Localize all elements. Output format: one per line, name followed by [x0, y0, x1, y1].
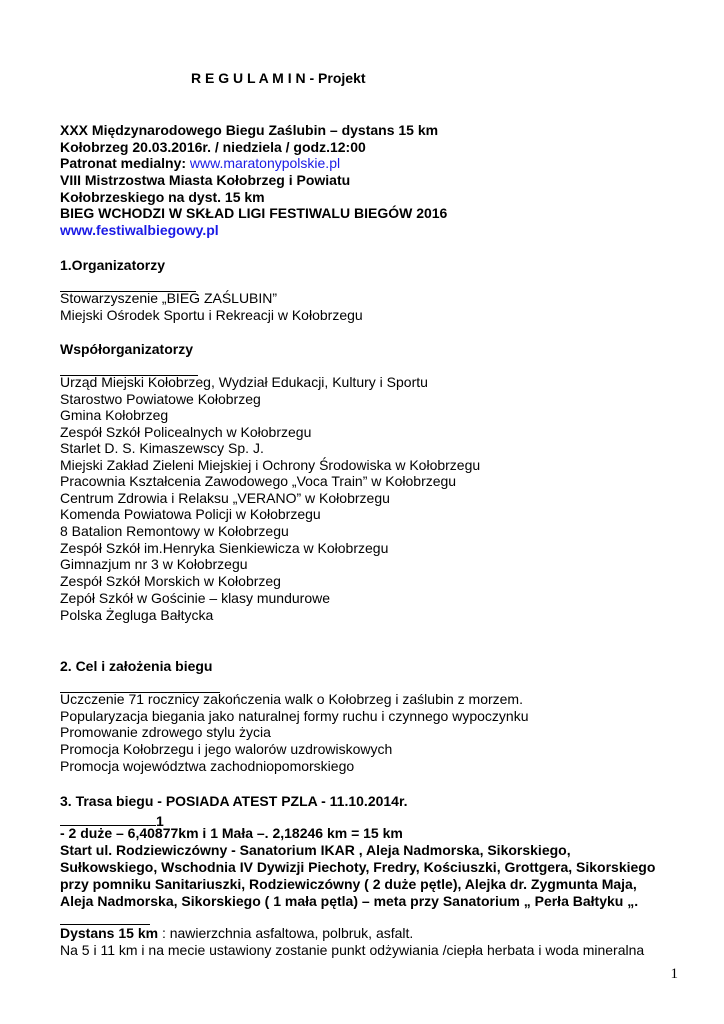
goal-item: Promocja Kołobrzegu i jego walorów uzdrowiskowych	[60, 741, 393, 757]
coorganizer-item: Starlet D. S. Kimaszewscy Sp. J.	[60, 440, 264, 456]
festival-link[interactable]: www.festiwalbiegowy.pl	[60, 222, 219, 238]
coorganizer-item: Komenda Powiatowa Policji w Kołobrzegu	[60, 506, 321, 522]
goals-heading: 2. Cel i założenia biegu	[60, 658, 213, 674]
header-line-2: Kołobrzeg 20.03.2016r. / niedziela / godz.12:00	[60, 139, 366, 155]
organizer-item: Stowarzyszenie „BIEG ZAŚLUBIN”	[60, 290, 278, 306]
route-line: Sułkowskiego, Wschodnia IV Dywizji Piechoty, Fredry, Kościuszki, Grottgera, Sikorskiego	[60, 859, 656, 875]
patron-link[interactable]: www.maratonypolskie.pl	[189, 155, 341, 171]
header-line-1: XXX Międzynarodowego Biegu Zaślubin – dystans 15 km	[60, 122, 439, 138]
coorganizers-heading: Współorganizatorzy	[60, 341, 194, 357]
coorganizer-item: Gimnazjum nr 3 w Kołobrzegu	[60, 556, 248, 572]
header-line-6: BIEG WCHODZI W SKŁAD LIGI FESTIWALU BIEGÓW 2016	[60, 205, 448, 221]
coorganizer-item: Zespół Szkół Morskich w Kołobrzeg	[60, 573, 281, 589]
surface-line	[60, 925, 413, 942]
organizers-heading: 1.Organizatorzy	[60, 257, 166, 273]
coorganizer-item: Zespół Szkół Policealnych w Kołobrzegu	[60, 424, 312, 440]
route-line: przy pomniku Sanitariuszki, Rodziewiczówny ( 2 duże pętle), Alejka dr. Zygmunta Maja,	[60, 876, 637, 892]
route-heading: 3. Trasa biegu - POSIADA ATEST PZLA - 11.10.2014r.	[60, 793, 408, 809]
goal-item: Popularyzacja biegania jako naturalnej formy ruchu i czynnego wypoczynku	[60, 708, 529, 724]
coorganizer-item: Centrum Zdrowia i Relaksu „VERANO” w Kołobrzegu	[60, 490, 390, 506]
coorganizer-item: Zepół Szkół w Gościnie – klasy mundurowe	[60, 590, 331, 606]
route-line: - 2 duże – 6,40877km i 1 Mała –. 2,18246 km = 15 km	[60, 825, 403, 841]
page-number: 1	[670, 966, 678, 982]
route-line: Start ul. Rodziewiczówny - Sanatorium IKAR , Aleja Nadmorska, Sikorskiego,	[60, 842, 571, 858]
surface-text: : nawierzchnia asfaltowa, polbruk, asfalt.	[158, 925, 414, 941]
goal-item: Uczczenie 71 rocznicy zakończenia walk o Kołobrzeg i zaślubin z morzem.	[60, 691, 523, 707]
goal-item: Promocja województwa zachodniopomorskiego	[60, 758, 355, 774]
document-title	[191, 70, 366, 87]
surface-label: Dystans 15 km	[60, 925, 159, 941]
patron-label: Patronat medialny:	[60, 155, 190, 171]
footnote-marker: 1	[156, 813, 164, 829]
coorganizer-item: Urząd Miejski Kołobrzeg, Wydział Edukacji, Kultury i Sportu	[60, 374, 428, 390]
title-suffix: - Projekt	[305, 70, 366, 86]
goal-item: Promowanie zdrowego stylu życia	[60, 724, 271, 740]
coorganizer-item: Polska Żegluga Bałtycka	[60, 607, 214, 623]
refreshment-line: Na 5 i 11 km i na mecie ustawiony zostanie punkt odżywiania /ciepła herbata i woda mineralna	[60, 942, 645, 958]
coorganizer-item: Starostwo Powiatowe Kołobrzeg	[60, 391, 261, 407]
coorganizer-item: Pracownia Kształcenia Zawodowego „Voca Train” w Kołobrzegu	[60, 473, 457, 489]
title-main: R E G U L A M I N	[191, 70, 306, 86]
coorganizer-item: Zespół Szkół im.Henryka Sienkiewicza w Kołobrzegu	[60, 540, 389, 556]
organizer-item: Miejski Ośrodek Sportu i Rekreacji w Kołobrzegu	[60, 307, 363, 323]
coorganizer-item: Miejski Zakład Zieleni Miejskiej i Ochrony Środowiska w Kołobrzegu	[60, 457, 481, 473]
coorganizer-item: 8 Batalion Remontowy w Kołobrzegu	[60, 523, 289, 539]
header-line-5: Kołobrzeskiego na dyst. 15 km	[60, 189, 265, 205]
coorganizer-item: Gmina Kołobrzeg	[60, 407, 169, 423]
patron-line	[60, 155, 340, 172]
header-line-4: VIII Mistrzostwa Miasta Kołobrzeg i Powiatu	[60, 172, 351, 188]
route-line: Aleja Nadmorska, Sikorskiego ( 1 mała pętla) – meta przy Sanatorium „ Perła Bałtyku „.	[60, 893, 639, 909]
